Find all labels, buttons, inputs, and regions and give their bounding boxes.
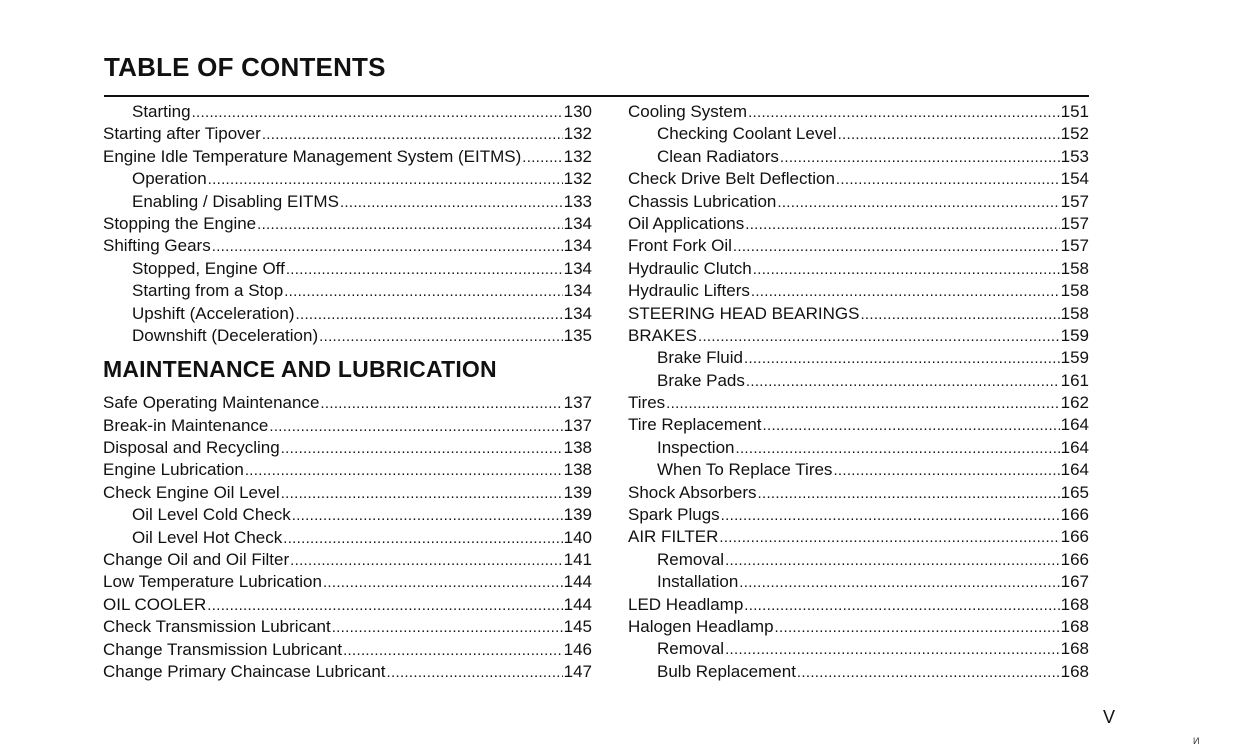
toc-entry-title: Bulb Replacement bbox=[657, 661, 796, 681]
toc-dot-leader bbox=[719, 526, 1059, 549]
toc-dot-leader bbox=[292, 504, 563, 527]
toc-entry-page: 158 bbox=[1060, 281, 1089, 301]
toc-entry[interactable] bbox=[628, 258, 1089, 280]
toc-entry-page: 164 bbox=[1060, 460, 1089, 480]
toc-entry-title: Chassis Lubrication bbox=[628, 191, 777, 211]
toc-dot-leader bbox=[269, 415, 562, 438]
toc-dot-leader bbox=[763, 414, 1060, 437]
toc-entry-page: 162 bbox=[1060, 393, 1089, 413]
toc-dot-leader bbox=[725, 638, 1060, 661]
toc-entry[interactable] bbox=[628, 146, 1089, 168]
toc-entry[interactable] bbox=[628, 526, 1089, 548]
toc-entry[interactable] bbox=[103, 527, 592, 549]
toc-entry-page: 132 bbox=[563, 169, 592, 189]
toc-dot-leader bbox=[281, 437, 563, 460]
toc-entry[interactable] bbox=[628, 616, 1089, 638]
toc-entry-title: Hydraulic Clutch bbox=[628, 258, 752, 278]
toc-entry[interactable] bbox=[628, 325, 1089, 347]
toc-entry-page: 134 bbox=[563, 236, 592, 256]
toc-entry-page: 168 bbox=[1060, 661, 1089, 681]
toc-entry-page: 166 bbox=[1060, 549, 1089, 569]
toc-entry-title: Stopping the Engine bbox=[103, 213, 257, 233]
toc-dot-leader bbox=[262, 123, 563, 146]
toc-entry-page: 135 bbox=[563, 325, 592, 345]
toc-dot-leader bbox=[257, 213, 563, 236]
toc-entry[interactable] bbox=[103, 482, 592, 504]
toc-entry-page: 134 bbox=[563, 303, 592, 323]
toc-entry-page: 161 bbox=[1060, 370, 1089, 390]
toc-dot-leader bbox=[245, 459, 563, 482]
toc-entry-page: 167 bbox=[1060, 572, 1089, 592]
toc-entry-page: 152 bbox=[1060, 124, 1089, 144]
toc-entry-title: Engine Idle Temperature Management System (EITMS) bbox=[103, 146, 522, 166]
toc-dot-leader bbox=[283, 527, 562, 550]
toc-entry-title: Oil Applications bbox=[628, 213, 745, 233]
toc-dot-leader bbox=[751, 280, 1060, 303]
toc-entry-page: 158 bbox=[1060, 303, 1089, 323]
toc-entry-title: Starting after Tipover bbox=[103, 124, 261, 144]
toc-dot-leader bbox=[281, 482, 563, 505]
toc-dot-leader bbox=[192, 101, 563, 124]
toc-entry[interactable] bbox=[628, 437, 1089, 459]
toc-entry[interactable] bbox=[628, 347, 1089, 369]
toc-entry[interactable] bbox=[628, 594, 1089, 616]
toc-dot-leader bbox=[753, 258, 1060, 281]
toc-dot-leader bbox=[744, 594, 1059, 617]
toc-entry-page: 137 bbox=[563, 415, 592, 435]
toc-entry-page: 157 bbox=[1060, 191, 1089, 211]
toc-entry-page: 134 bbox=[563, 281, 592, 301]
toc-dot-leader bbox=[284, 280, 562, 303]
toc-entry-title: Inspection bbox=[657, 437, 735, 457]
toc-entry-title: Tire Replacement bbox=[628, 415, 762, 435]
toc-entry[interactable] bbox=[103, 325, 592, 347]
toc-entry[interactable] bbox=[103, 571, 592, 593]
toc-dot-leader bbox=[838, 123, 1060, 146]
toc-entry-page: 146 bbox=[563, 639, 592, 659]
toc-entry-page: 168 bbox=[1060, 639, 1089, 659]
toc-entry-title: Operation bbox=[132, 169, 207, 189]
toc-entry[interactable] bbox=[103, 392, 592, 414]
toc-entry[interactable] bbox=[628, 459, 1089, 481]
toc-entry[interactable] bbox=[103, 280, 592, 302]
toc-entry[interactable] bbox=[103, 549, 592, 571]
toc-entry[interactable] bbox=[628, 661, 1089, 683]
toc-dot-leader bbox=[725, 549, 1060, 572]
toc-entry-page: 145 bbox=[563, 617, 592, 637]
toc-entry-title: Shock Absorbers bbox=[628, 482, 757, 502]
toc-entry-page: 138 bbox=[563, 460, 592, 480]
toc-entry-page: 164 bbox=[1060, 437, 1089, 457]
toc-entry[interactable] bbox=[628, 235, 1089, 257]
toc-dot-leader bbox=[739, 571, 1059, 594]
toc-entry-page: 166 bbox=[1060, 527, 1089, 547]
toc-entry-title: AIR FILTER bbox=[628, 527, 719, 547]
toc-entry[interactable] bbox=[628, 101, 1089, 123]
toc-entry[interactable] bbox=[103, 594, 592, 616]
toc-entry-page: 132 bbox=[563, 146, 592, 166]
toc-entry-page: 132 bbox=[563, 124, 592, 144]
toc-entry-title: When To Replace Tires bbox=[657, 460, 833, 480]
toc-entry-page: 151 bbox=[1060, 102, 1089, 121]
toc-entry-title: BRAKES bbox=[628, 325, 697, 345]
toc-entry-title: Starting bbox=[132, 102, 191, 121]
toc-entry-title: STEERING HEAD BEARINGS bbox=[628, 303, 860, 323]
toc-entry-page: 154 bbox=[1060, 169, 1089, 189]
toc-entry-title: OIL COOLER bbox=[103, 594, 207, 614]
toc-entry-title: Removal bbox=[657, 549, 725, 569]
toc-entry-page: 137 bbox=[563, 393, 592, 413]
page-title: TABLE OF CONTENTS bbox=[104, 52, 386, 82]
toc-dot-leader bbox=[698, 325, 1060, 348]
toc-entry-title: Change Primary Chaincase Lubricant bbox=[103, 661, 386, 681]
toc-entry-title: Engine Lubrication bbox=[103, 460, 244, 480]
toc-entry-title: Enabling / Disabling EITMS bbox=[132, 191, 339, 211]
toc-entry-title: Check Engine Oil Level bbox=[103, 482, 280, 502]
toc-entry-page: 144 bbox=[563, 572, 592, 592]
toc-entry-page: 166 bbox=[1060, 505, 1089, 525]
toc-dot-leader bbox=[833, 459, 1059, 482]
toc-entry[interactable] bbox=[103, 213, 592, 235]
toc-entry-page: 130 bbox=[563, 102, 592, 121]
scan-mark: И bbox=[1193, 736, 1200, 746]
toc-dot-leader bbox=[775, 616, 1060, 639]
toc-dot-leader bbox=[748, 101, 1060, 124]
toc-entry-title: Front Fork Oil bbox=[628, 236, 732, 256]
toc-entry-page: 168 bbox=[1060, 594, 1089, 614]
toc-entry-page: 134 bbox=[563, 213, 592, 233]
toc-dot-leader bbox=[340, 191, 563, 214]
toc-entry[interactable] bbox=[628, 370, 1089, 392]
toc-dot-leader bbox=[780, 146, 1060, 169]
toc-right-column bbox=[628, 101, 1089, 683]
toc-dot-leader bbox=[320, 392, 562, 415]
toc-entry[interactable] bbox=[103, 101, 592, 123]
toc-entry-title: Upshift (Acceleration) bbox=[132, 303, 295, 323]
toc-dot-leader bbox=[746, 370, 1060, 393]
toc-dot-leader bbox=[286, 258, 563, 281]
toc-entry[interactable] bbox=[103, 639, 592, 661]
toc-entry-title: Hydraulic Lifters bbox=[628, 281, 750, 301]
toc-entry-title: Halogen Headlamp bbox=[628, 616, 774, 636]
toc-entry-title: Spark Plugs bbox=[628, 505, 720, 525]
toc-entry-page: 159 bbox=[1060, 348, 1089, 368]
toc-dot-leader bbox=[522, 146, 562, 169]
section-heading: MAINTENANCE AND LUBRICATION bbox=[103, 356, 497, 383]
toc-entry[interactable] bbox=[628, 392, 1089, 414]
toc-entry-title: Check Drive Belt Deflection bbox=[628, 169, 835, 189]
toc-entry-title: Tires bbox=[628, 393, 666, 413]
toc-entry[interactable] bbox=[628, 504, 1089, 526]
toc-dot-leader bbox=[721, 504, 1060, 527]
toc-dot-leader bbox=[208, 168, 563, 191]
toc-entry[interactable] bbox=[103, 459, 592, 481]
toc-entry[interactable] bbox=[103, 191, 592, 213]
toc-entry-title: Change Oil and Oil Filter bbox=[103, 550, 290, 570]
toc-entry-page: 144 bbox=[563, 594, 592, 614]
toc-entry-title: Safe Operating Maintenance bbox=[103, 393, 320, 413]
toc-dot-leader bbox=[797, 661, 1060, 684]
toc-entry-title: Brake Pads bbox=[657, 370, 745, 390]
toc-entry-title: Stopped, Engine Off bbox=[132, 258, 285, 278]
toc-entry-page: 168 bbox=[1060, 616, 1089, 636]
toc-entry-title: Shifting Gears bbox=[103, 236, 211, 256]
toc-entry-title: Cooling System bbox=[628, 102, 748, 121]
toc-dot-leader bbox=[744, 347, 1060, 370]
toc-entry[interactable] bbox=[103, 661, 592, 683]
toc-dot-leader bbox=[758, 482, 1060, 505]
toc-entry-title: LED Headlamp bbox=[628, 594, 744, 614]
toc-entry-title: Downshift (Deceleration) bbox=[132, 325, 319, 345]
toc-entry-page: 159 bbox=[1060, 325, 1089, 345]
toc-entry[interactable] bbox=[628, 280, 1089, 302]
toc-entry-title: Removal bbox=[657, 639, 725, 659]
toc-entry-page: 134 bbox=[563, 258, 592, 278]
toc-entry-title: Starting from a Stop bbox=[132, 281, 284, 301]
toc-dot-leader bbox=[296, 303, 563, 326]
toc-entry-page: 164 bbox=[1060, 415, 1089, 435]
toc-entry-page: 140 bbox=[563, 527, 592, 547]
toc-entry-page: 157 bbox=[1060, 236, 1089, 256]
toc-entry-title: Brake Fluid bbox=[657, 348, 743, 368]
toc-entry[interactable] bbox=[103, 146, 592, 168]
toc-list-left-top bbox=[103, 101, 592, 347]
toc-entry-page: 138 bbox=[563, 438, 592, 458]
toc-dot-leader bbox=[666, 392, 1059, 415]
toc-entry-title: Oil Level Hot Check bbox=[132, 527, 283, 547]
toc-entry-page: 139 bbox=[563, 505, 592, 525]
toc-entry-title: Change Transmission Lubricant bbox=[103, 639, 343, 659]
title-rule bbox=[104, 95, 1089, 97]
toc-entry-page: 157 bbox=[1060, 213, 1089, 233]
toc-entry[interactable] bbox=[628, 303, 1089, 325]
toc-entry-page: 133 bbox=[563, 191, 592, 211]
toc-left-column bbox=[103, 101, 592, 683]
toc-dot-leader bbox=[207, 594, 562, 617]
toc-entry-title: Disposal and Recycling bbox=[103, 438, 280, 458]
toc-dot-leader bbox=[736, 437, 1060, 460]
toc-dot-leader bbox=[323, 571, 563, 594]
toc-entry-title: Oil Level Cold Check bbox=[132, 505, 291, 525]
toc-dot-leader bbox=[319, 325, 562, 348]
toc-dot-leader bbox=[387, 661, 563, 684]
toc-entry[interactable] bbox=[103, 168, 592, 190]
toc-dot-leader bbox=[343, 639, 563, 662]
toc-entry[interactable] bbox=[103, 258, 592, 280]
toc-dot-leader bbox=[332, 616, 563, 639]
toc-entry-page: 139 bbox=[563, 482, 592, 502]
toc-entry[interactable] bbox=[103, 437, 592, 459]
toc-entry-page: 153 bbox=[1060, 146, 1089, 166]
toc-entry-title: Check Transmission Lubricant bbox=[103, 617, 331, 637]
toc-entry-page: 141 bbox=[563, 550, 592, 570]
toc-dot-leader bbox=[733, 235, 1060, 258]
toc-entry-page: 165 bbox=[1060, 482, 1089, 502]
toc-entry[interactable] bbox=[103, 415, 592, 437]
toc-list-left-bottom bbox=[103, 392, 592, 683]
toc-entry-title: Installation bbox=[657, 572, 739, 592]
toc-entry-title: Break-in Maintenance bbox=[103, 415, 269, 435]
toc-entry-title: Clean Radiators bbox=[657, 146, 779, 166]
toc-entry[interactable] bbox=[103, 616, 592, 638]
toc-entry[interactable] bbox=[628, 213, 1089, 235]
toc-entry[interactable] bbox=[103, 235, 592, 257]
page-number: V bbox=[1103, 707, 1116, 727]
toc-entry[interactable] bbox=[628, 571, 1089, 593]
toc-dot-leader bbox=[777, 191, 1059, 214]
toc-entry[interactable] bbox=[628, 482, 1089, 504]
toc-entry[interactable] bbox=[628, 638, 1089, 660]
toc-list-right bbox=[628, 101, 1089, 683]
toc-dot-leader bbox=[860, 303, 1059, 326]
toc-entry[interactable] bbox=[103, 504, 592, 526]
toc-entry-page: 147 bbox=[563, 661, 592, 681]
toc-entry[interactable] bbox=[103, 123, 592, 145]
toc-entry[interactable] bbox=[628, 414, 1089, 436]
toc-dot-leader bbox=[212, 235, 563, 258]
toc-entry[interactable] bbox=[628, 168, 1089, 190]
toc-entry-title: Checking Coolant Level bbox=[657, 124, 837, 144]
toc-entry[interactable] bbox=[628, 549, 1089, 571]
toc-dot-leader bbox=[745, 213, 1059, 236]
toc-entry-title: Low Temperature Lubrication bbox=[103, 572, 322, 592]
toc-entry-page: 158 bbox=[1060, 258, 1089, 278]
toc-entry[interactable] bbox=[628, 191, 1089, 213]
toc-dot-leader bbox=[290, 549, 562, 572]
toc-dot-leader bbox=[836, 168, 1060, 191]
toc-entry[interactable] bbox=[628, 123, 1089, 145]
toc-entry[interactable] bbox=[103, 303, 592, 325]
